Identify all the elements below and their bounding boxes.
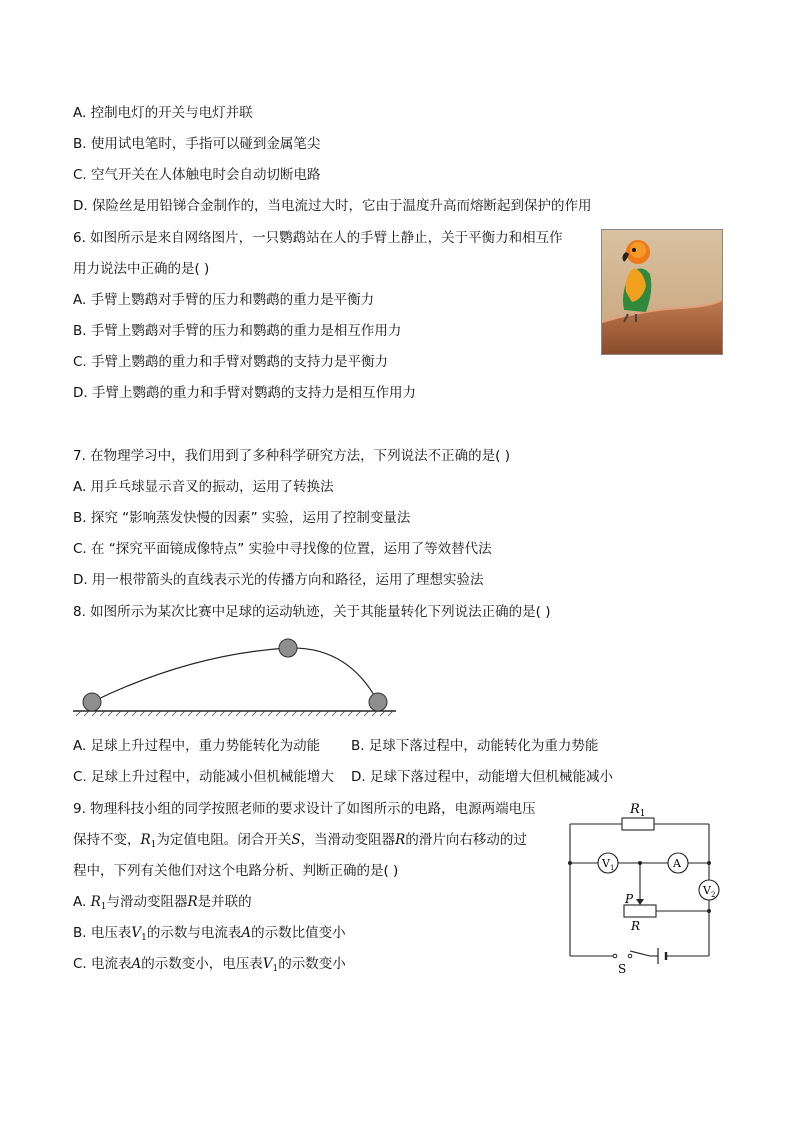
q9-line3: 程中，下列有关他们对这个电路分析、判断正确的是( ) (73, 863, 399, 879)
q7-stem: 7. 在物理学习中，我们用到了多种科学研究方法，下列说法不正确的是( ) (73, 448, 510, 464)
parrot-illustration (602, 230, 722, 354)
r1-symbol: $R_1$ (90, 894, 107, 912)
q9-option-a: A. $R_1$与滑动变阻器R是并联的 (73, 894, 252, 912)
q8-option-a: A. 足球上升过程中，重力势能转化为动能 (73, 738, 321, 754)
q6-option-b: B. 手臂上鹦鹉对手臂的压力和鹦鹉的重力是相互作用力 (73, 323, 402, 339)
rheostat-r (624, 905, 656, 917)
q7-option-d: D. 用一根带箭头的直线表示光的传播方向和路径，运用了理想实验法 (73, 572, 484, 588)
q5-option-b: B. 使用试电笔时，手指可以碰到金属笔尖 (73, 136, 321, 152)
v1-symbol: $V_1$ (262, 956, 279, 974)
trajectory-curve (92, 648, 378, 702)
parrot-photo (601, 229, 723, 355)
switch-symbol: S (291, 832, 301, 848)
label-r: R (631, 919, 641, 933)
q6-stem-line2: 用力说法中正确的是( ) (73, 261, 210, 277)
q9-option-b: B. 电压表$V_1$的示数与电流表A的示数比值变小 (73, 925, 346, 943)
q5-option-d: D. 保险丝是用铅锑合金制作的，当电流过大时，它由于温度升高而熔断起到保护的作用 (73, 198, 592, 214)
ammeter-symbol: A (241, 925, 252, 941)
label-r1: $R_1$ (630, 802, 646, 819)
label-v1: $V_1$ (602, 857, 615, 872)
q8-option-b: B. 足球下落过程中，动能转化为重力势能 (351, 738, 599, 754)
ball-peak (279, 639, 297, 657)
ammeter-symbol: A (131, 956, 142, 972)
q7-option-b: B. 探究 “影响蒸发快慢的因素” 实验，运用了控制变量法 (73, 510, 411, 526)
q7-option-c: C. 在 “探究平面镜成像特点” 实验中寻找像的位置，运用了等效替代法 (73, 541, 492, 557)
q6-option-c: C. 手臂上鹦鹉的重力和手臂对鹦鹉的支持力是平衡力 (73, 354, 389, 370)
q5-option-c: C. 空气开关在人体触电时会自动切断电路 (73, 167, 321, 183)
q9-line2-text-a: 保持不变， (73, 832, 141, 848)
ball-start (83, 693, 101, 711)
q8-option-d: D. 足球下落过程中，动能增大但机械能减小 (351, 769, 613, 785)
q7-option-a: A. 用乒乓球显示音叉的振动，运用了转换法 (73, 479, 334, 495)
r1-symbol: $R_1$ (140, 832, 157, 850)
switch-s (628, 954, 632, 958)
v1-symbol: $V_1$ (131, 925, 147, 943)
label-a: A (673, 857, 681, 870)
ball-end (369, 693, 387, 711)
q9-line2-text-b: 为定值电阻。闭合开关 (156, 832, 292, 848)
circuit-diagram (560, 796, 730, 981)
q5-option-a: A. 控制电灯的开关与电灯并联 (73, 105, 253, 121)
rheostat-symbol: R (187, 894, 198, 910)
q6-option-d: D. 手臂上鹦鹉的重力和手臂对鹦鹉的支持力是相互作用力 (73, 385, 416, 401)
resistor-r1 (622, 818, 654, 830)
q6-stem-line1: 6. 如图所示是来自网络图片，一只鹦鹉站在人的手臂上静止，关于平衡力和相互作 (73, 230, 563, 246)
q8-option-c: C. 足球上升过程中，动能减小但机械能增大 (73, 769, 335, 785)
label-s: S (618, 962, 627, 976)
rheostat-symbol: R (395, 832, 406, 848)
q9-line1: 9. 物理科技小组的同学按照老师的要求设计了如图所示的电路，电源两端电压 (73, 801, 536, 817)
q6-option-a: A. 手臂上鹦鹉对手臂的压力和鹦鹉的重力是平衡力 (73, 292, 375, 308)
q9-line2-text-c: ，当滑动变阻器 (300, 832, 396, 848)
ground-hatching (76, 711, 393, 716)
label-v2: $V_2$ (703, 884, 716, 899)
q9-line2 (73, 831, 527, 854)
slider-arrow-icon (636, 899, 644, 905)
q9-line2-text-d: 的滑片向右移动的过 (405, 832, 527, 848)
football-trajectory-figure (70, 632, 400, 722)
label-p: P (625, 892, 634, 906)
q9-option-c: C. 电流表A的示数变小，电压表$V_1$的示数变小 (73, 956, 346, 974)
q8-stem: 8. 如图所示为某次比赛中足球的运动轨迹，关于其能量转化下列说法正确的是( ) (73, 604, 551, 620)
